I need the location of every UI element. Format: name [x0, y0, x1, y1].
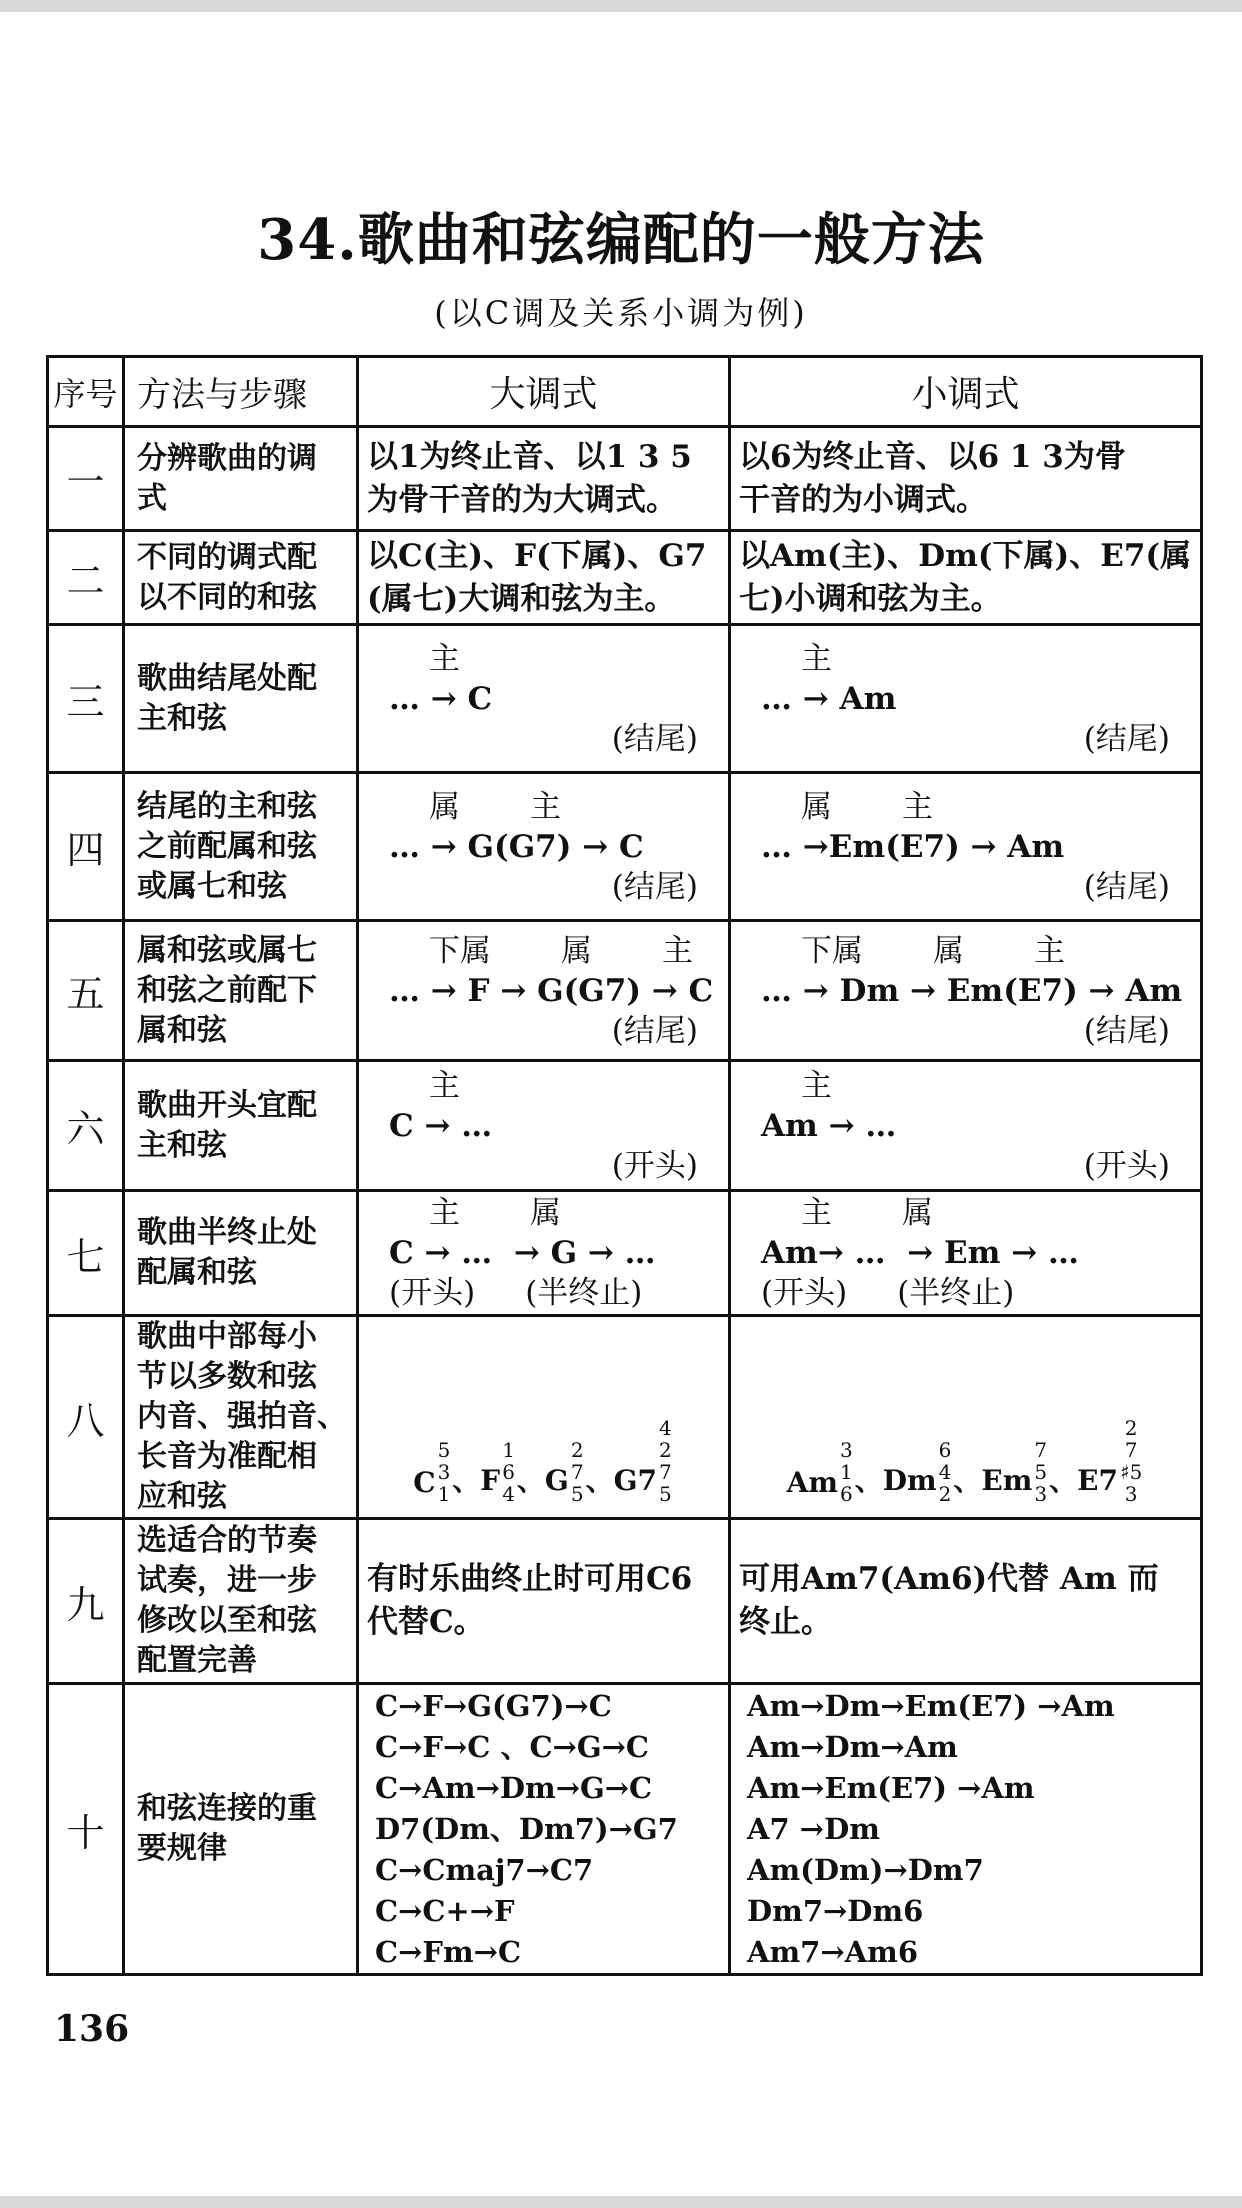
- chord-note-stack: [571, 1439, 584, 1505]
- method-line: 歌曲结尾处配: [137, 660, 317, 696]
- major-line: 以C(主)、F(下属)、G7: [367, 537, 707, 574]
- chord-note: 3: [1124, 1482, 1138, 1506]
- minor-line: 以6为终止音、以6 1 3为骨: [739, 438, 1126, 475]
- minor-chord-tones: [731, 1317, 1200, 1517]
- minor-progression: [731, 639, 1200, 759]
- table-row: [48, 531, 1202, 625]
- table-row: [48, 625, 1202, 773]
- minor-progression: [731, 787, 1200, 907]
- chord-note: 4: [502, 1482, 515, 1506]
- row-index: 五: [48, 921, 124, 1061]
- header-index: 序号: [48, 357, 124, 427]
- chord-chain: C → … → G → …: [389, 1235, 656, 1271]
- chord-note: 2: [570, 1438, 584, 1462]
- function-labels: [761, 639, 1200, 679]
- position-label: (结尾): [1083, 720, 1170, 757]
- method-line: 和弦之前配下: [137, 972, 317, 1008]
- minor-cell: [730, 1519, 1202, 1684]
- chord-note: 5: [570, 1482, 584, 1506]
- chord-name: 、Dm: [854, 1464, 937, 1497]
- minor-rule-line: Am→Dm→Am: [747, 1729, 958, 1764]
- method-line: 式: [137, 480, 167, 516]
- method-line: 长音为准配相: [137, 1439, 317, 1474]
- method-line: 以不同的和弦: [137, 579, 317, 615]
- function-labels: [761, 931, 1200, 971]
- chord-note: 7: [570, 1460, 584, 1484]
- chord-note: 6: [502, 1460, 515, 1484]
- function-labels: [761, 1066, 1200, 1106]
- function-label: 属: [801, 788, 832, 825]
- position-label: (开头): [1083, 1147, 1170, 1184]
- position-labels: [761, 1273, 1200, 1313]
- chord-chain: Am→ … → Em → …: [761, 1235, 1079, 1271]
- table-row: [48, 773, 1202, 921]
- method-line: 选适合的节奏: [137, 1523, 317, 1558]
- header-method: 方法与步骤: [124, 357, 358, 427]
- chord-note: 4: [658, 1416, 672, 1440]
- chord-chain: … → G(G7) → C: [389, 828, 644, 865]
- method-line: 试奏，进一步: [137, 1563, 317, 1598]
- minor-cell: [730, 1684, 1202, 1975]
- method-line: 修改以至和弦: [137, 1603, 317, 1638]
- chord-chain: … → Dm → Em(E7) → Am: [761, 972, 1183, 1009]
- chord-note-stack: [939, 1439, 952, 1505]
- method-cell: [124, 1061, 358, 1191]
- method-line: 应和弦: [137, 1479, 227, 1514]
- method-line: 分辨歌曲的调: [137, 440, 317, 476]
- chord-note: 2: [1124, 1416, 1138, 1440]
- minor-cell: [730, 921, 1202, 1061]
- chord-note-stack: [1120, 1417, 1142, 1505]
- position-label: (半终止): [897, 1275, 1015, 1311]
- chord-note: 5: [658, 1482, 672, 1506]
- header-minor: 小调式: [730, 357, 1202, 427]
- method-line: 配置完善: [137, 1643, 257, 1678]
- chord-note: 5: [1034, 1460, 1048, 1484]
- minor-progression: [731, 1193, 1200, 1313]
- row-index: 三: [48, 625, 124, 773]
- major-cell: [358, 921, 730, 1061]
- page-title: 34.歌曲和弦编配的一般方法: [257, 207, 985, 273]
- minor-line: 以Am(主)、Dm(下属)、E7(属: [739, 537, 1192, 574]
- major-cell: [358, 427, 730, 531]
- position-label: (结尾): [611, 1012, 698, 1049]
- method-line: 或属七和弦: [137, 868, 287, 904]
- method-line: 之前配属和弦: [137, 828, 317, 864]
- method-line: 配属和弦: [137, 1255, 257, 1290]
- chord-note: ♯5: [1119, 1460, 1143, 1484]
- major-rule-line: C→F→G(G7)→C: [375, 1688, 612, 1723]
- minor-line: 终止。: [739, 1604, 832, 1640]
- method-cell: [124, 1684, 358, 1975]
- major-rule-line: C→C+→F: [375, 1893, 515, 1928]
- major-cell: [358, 1519, 730, 1684]
- method-line: 要规律: [137, 1831, 227, 1866]
- major-progression: [359, 1193, 728, 1313]
- major-line: (属七)大调和弦为主。: [367, 580, 676, 617]
- chord-chain: … →Em(E7) → Am: [761, 828, 1065, 865]
- method-cell: [124, 1316, 358, 1519]
- chord-note-stack: [840, 1439, 853, 1505]
- major-line: 有时乐曲终止时可用C6: [367, 1561, 693, 1597]
- function-labels: [389, 1193, 728, 1233]
- function-labels: [761, 787, 1200, 827]
- table-row: [48, 921, 1202, 1061]
- minor-cell: [730, 1191, 1202, 1316]
- chord-note: 3: [1034, 1482, 1048, 1506]
- chord-note-stack: [1034, 1439, 1047, 1505]
- minor-rule-line: A7 →Dm: [747, 1811, 880, 1846]
- function-label: 下属: [801, 932, 863, 969]
- row-index: 九: [48, 1519, 124, 1684]
- position-labels: [389, 719, 728, 759]
- chord-note: 5: [437, 1438, 451, 1462]
- major-chord-tones: [359, 1317, 728, 1517]
- table-row: [48, 1061, 1202, 1191]
- function-label: 主: [662, 932, 693, 969]
- method-line: 主和弦: [137, 1127, 227, 1163]
- top-band: [0, 0, 1242, 12]
- chord-name: 、G: [516, 1464, 569, 1497]
- chord-method-table: [46, 355, 1203, 1976]
- chord-note: 7: [1124, 1438, 1138, 1462]
- table-row: [48, 1519, 1202, 1684]
- method-line: 歌曲中部每小: [137, 1319, 317, 1354]
- minor-cell: [730, 1316, 1202, 1519]
- minor-cell: [730, 773, 1202, 921]
- position-label: (开头): [611, 1147, 698, 1184]
- method-line: 和弦连接的重: [137, 1791, 317, 1826]
- method-cell: [124, 1191, 358, 1316]
- chord-note: 2: [938, 1482, 952, 1506]
- position-labels: [389, 1146, 728, 1186]
- major-rule-line: D7(Dm、Dm7)→G7: [375, 1811, 678, 1846]
- method-line: 属和弦或属七: [137, 932, 317, 968]
- method-line: 主和弦: [137, 700, 227, 736]
- function-labels: [389, 787, 728, 827]
- minor-rule-line: Am→Em(E7) →Am: [747, 1770, 1035, 1805]
- row-index: 四: [48, 773, 124, 921]
- method-cell: [124, 1519, 358, 1684]
- minor-line: 可用Am7(Am6)代替 Am 而: [739, 1561, 1159, 1597]
- method-line: 属和弦: [137, 1012, 227, 1048]
- position-label: (结尾): [1083, 1012, 1170, 1049]
- major-cell: [358, 773, 730, 921]
- table-header-row: [48, 357, 1202, 427]
- minor-cell: [730, 1061, 1202, 1191]
- chord-name: C: [413, 1466, 436, 1499]
- function-labels: [389, 931, 728, 971]
- function-label: 主: [429, 640, 460, 677]
- minor-rule-line: Am(Dm)→Dm7: [747, 1852, 984, 1887]
- function-labels: [761, 1193, 1200, 1233]
- table-row: [48, 1684, 1202, 1975]
- method-cell: [124, 531, 358, 625]
- major-line: 代替C。: [367, 1604, 485, 1640]
- chord-note-stack: [659, 1417, 672, 1505]
- chord-chain: … → F → G(G7) → C: [389, 972, 714, 1009]
- chord-name: 、E7: [1049, 1464, 1118, 1497]
- method-cell: [124, 773, 358, 921]
- position-label: (半终止): [525, 1275, 643, 1311]
- position-label: (结尾): [611, 720, 698, 757]
- position-label: (开头): [761, 1275, 848, 1311]
- method-line: 结尾的主和弦: [137, 788, 317, 824]
- minor-progression: [731, 931, 1200, 1051]
- function-label: 主: [902, 788, 933, 825]
- chord-note: 7: [1034, 1438, 1048, 1462]
- function-label: 主: [1034, 932, 1065, 969]
- chord-chain: … → C: [389, 680, 493, 717]
- chord-name: Am: [786, 1466, 838, 1499]
- method-line: 内音、强拍音、: [137, 1399, 347, 1434]
- chord-name: 、Em: [953, 1464, 1033, 1497]
- position-labels: [389, 1011, 728, 1051]
- function-label: 主: [801, 1195, 832, 1231]
- position-labels: [761, 1146, 1200, 1186]
- major-cell: [358, 1191, 730, 1316]
- method-line: 歌曲半终止处: [137, 1215, 317, 1250]
- function-label: 主: [801, 640, 832, 677]
- function-label: 主: [429, 1195, 460, 1231]
- major-rule-line: C→F→C 、C→G→C: [375, 1729, 649, 1764]
- position-labels: [761, 867, 1200, 907]
- minor-rule-line: Am7→Am6: [747, 1934, 919, 1969]
- bottom-band: [0, 2196, 1242, 2208]
- major-cell: [358, 531, 730, 625]
- header-major: 大调式: [358, 357, 730, 427]
- major-line: 为骨干音的为大调式。: [367, 481, 677, 518]
- function-label: 属: [429, 788, 460, 825]
- function-label: 属: [530, 1195, 561, 1231]
- chord-note: 1: [840, 1460, 853, 1484]
- major-rule-line: C→Fm→C: [375, 1934, 522, 1969]
- chord-note: 3: [437, 1460, 451, 1484]
- page-number: 136: [54, 2008, 130, 2050]
- method-line: 不同的调式配: [137, 539, 317, 575]
- function-label: 主: [801, 1067, 832, 1104]
- chord-note-stack: [438, 1439, 451, 1505]
- function-label: 下属: [429, 932, 491, 969]
- method-cell: [124, 427, 358, 531]
- position-labels: [761, 1011, 1200, 1051]
- function-label: 主: [530, 788, 561, 825]
- position-labels: [389, 1273, 728, 1313]
- position-labels: [389, 867, 728, 907]
- table-row: [48, 1191, 1202, 1316]
- method-line: 歌曲开头宜配: [137, 1087, 317, 1123]
- row-index: 一: [48, 427, 124, 531]
- chord-note: 6: [840, 1482, 853, 1506]
- minor-progression: [731, 1066, 1200, 1186]
- function-label: 属: [561, 932, 592, 969]
- chord-chain: C → …: [389, 1107, 493, 1144]
- function-label: 主: [429, 1067, 460, 1104]
- major-progression: [359, 931, 728, 1051]
- page-subtitle: (以C调及关系小调为例): [434, 294, 808, 332]
- table-row: [48, 427, 1202, 531]
- chord-note: 6: [938, 1438, 952, 1462]
- major-progression: [359, 639, 728, 759]
- chord-name: 、F: [452, 1464, 501, 1497]
- chord-note: 3: [840, 1438, 853, 1462]
- chord-note: 4: [938, 1460, 952, 1484]
- major-cell: [358, 1684, 730, 1975]
- function-label: 属: [902, 1195, 933, 1231]
- chord-name: 、G7: [585, 1464, 657, 1497]
- chord-note: 2: [658, 1438, 672, 1462]
- position-label: (开头): [389, 1275, 476, 1311]
- major-rule-line: C→Am→Dm→G→C: [375, 1770, 653, 1805]
- minor-cell: [730, 531, 1202, 625]
- row-index: 十: [48, 1684, 124, 1975]
- minor-cell: [730, 625, 1202, 773]
- method-cell: [124, 921, 358, 1061]
- major-cell: [358, 625, 730, 773]
- chord-note-stack: [502, 1439, 515, 1505]
- minor-rule-line: Am→Dm→Em(E7) →Am: [747, 1688, 1115, 1723]
- method-cell: [124, 625, 358, 773]
- table-row: [48, 1316, 1202, 1519]
- position-labels: [761, 719, 1200, 759]
- function-labels: [389, 639, 728, 679]
- row-index: 六: [48, 1061, 124, 1191]
- minor-cell: [730, 427, 1202, 531]
- major-progression: [359, 787, 728, 907]
- minor-rule-line: Dm7→Dm6: [747, 1893, 924, 1928]
- method-line: 节以多数和弦: [137, 1359, 317, 1394]
- major-cell: [358, 1061, 730, 1191]
- chord-note: 7: [658, 1460, 672, 1484]
- major-cell: [358, 1316, 730, 1519]
- position-label: (结尾): [611, 868, 698, 905]
- row-index: 七: [48, 1191, 124, 1316]
- minor-line: 七)小调和弦为主。: [739, 580, 1002, 617]
- row-index: 二: [48, 531, 124, 625]
- major-rule-line: C→Cmaj7→C7: [375, 1852, 594, 1887]
- function-label: 属: [933, 932, 964, 969]
- minor-line: 干音的为小调式。: [739, 481, 987, 518]
- position-label: (结尾): [1083, 868, 1170, 905]
- chord-note: 1: [502, 1438, 515, 1462]
- row-index: 八: [48, 1316, 124, 1519]
- chord-note: 1: [437, 1482, 451, 1506]
- chord-chain: … → Am: [761, 680, 897, 717]
- major-progression: [359, 1066, 728, 1186]
- major-line: 以1为终止音、以1 3 5: [367, 438, 692, 475]
- chord-chain: Am → …: [761, 1107, 897, 1144]
- function-labels: [389, 1066, 728, 1106]
